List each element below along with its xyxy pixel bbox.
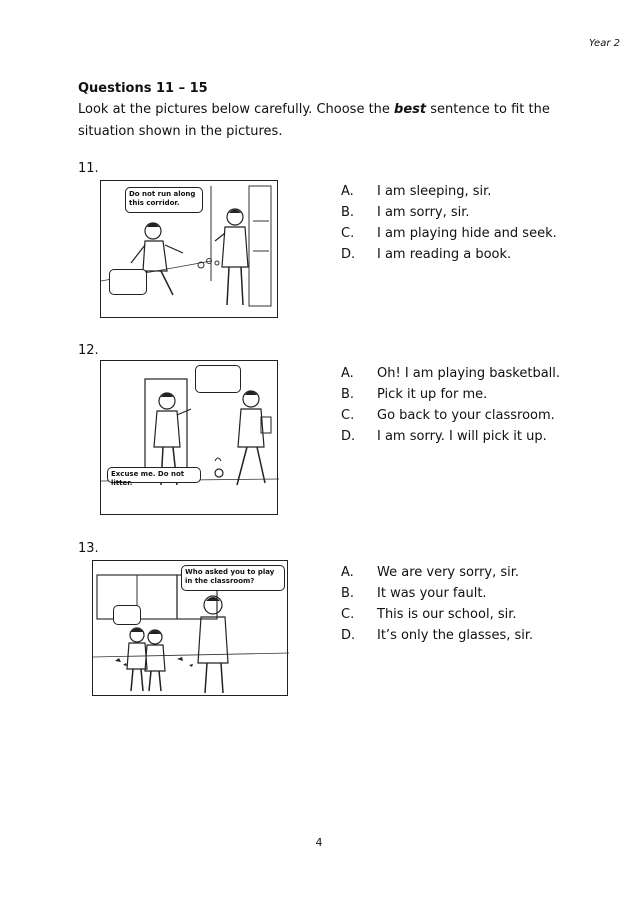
section-title: Questions 11 – 15 [78, 81, 208, 96]
question-12-option-a: A. Oh! I am playing basketball. [341, 366, 561, 381]
question-12-option-d: D. I am sorry. I will pick it up. [341, 429, 547, 444]
question-11-bubble-empty [109, 269, 147, 295]
question-13-option-a: A. We are very sorry, sir. [341, 565, 520, 580]
instructions [78, 99, 578, 143]
litter-illustration [101, 361, 279, 516]
question-13-number: 13. [78, 541, 99, 556]
question-13-bubble-teacher: Who asked you to play in the classroom? [181, 565, 285, 591]
question-11-option-d: D. I am reading a book. [341, 247, 512, 262]
question-13-option-c: C. This is our school, sir. [341, 607, 517, 622]
question-11-number: 11. [78, 161, 99, 176]
instruction-emphasis: best [394, 102, 427, 117]
question-13-bubble-empty [113, 605, 141, 625]
question-11-bubble-teacher: Do not run along this corridor. [125, 187, 203, 213]
question-13-option-b: B. It was your fault. [341, 586, 487, 601]
question-12-number: 12. [78, 343, 99, 358]
year-label: Year 2 [589, 38, 620, 49]
question-13-option-d: D. It’s only the glasses, sir. [341, 628, 534, 643]
instruction-pre: Look at the pictures below carefully. Choose the [78, 102, 395, 117]
page-number: 4 [315, 836, 323, 849]
question-12-bubble-empty [195, 365, 241, 393]
question-11-option-b: B. I am sorry, sir. [341, 205, 470, 220]
question-12-option-c: C. Go back to your classroom. [341, 408, 555, 423]
question-12-option-b: B. Pick it up for me. [341, 387, 488, 402]
question-11-picture [100, 180, 278, 318]
question-12-bubble-boy: Excuse me. Do not litter. [107, 467, 201, 483]
question-12-picture [100, 360, 278, 515]
question-13-picture [92, 560, 288, 696]
instruction-post: sentence to fit the situation shown in the pictures. [78, 102, 550, 139]
question-11-option-a: A. I am sleeping, sir. [341, 184, 492, 199]
question-11-option-c: C. I am playing hide and seek. [341, 226, 557, 241]
